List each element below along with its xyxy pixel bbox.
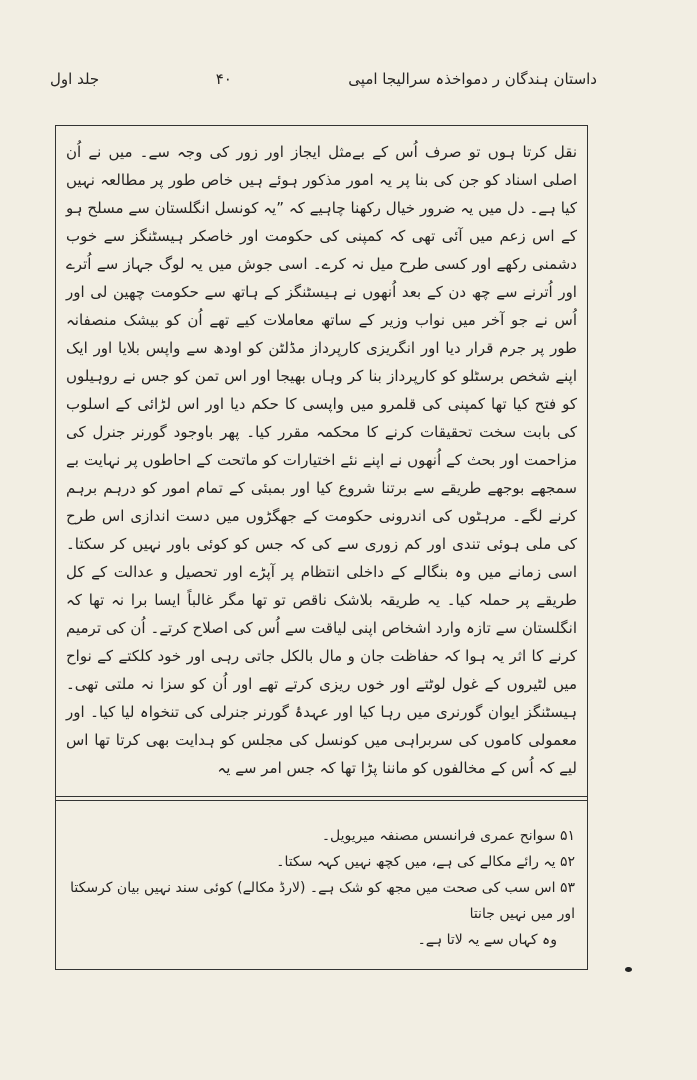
text-line: اور خاصکر ہیسٹنگز سے خوب دشمنی رکھے اور کسی طرح میل نہ کرے۔ اسی جوش میں یہ — [66, 227, 577, 273]
text-line: اپنے نئے اختیارات کو ماتحت کے احاطوں پر نہایت بے سمجھے بوجھے طریقے سے برتنا — [66, 451, 577, 497]
page-header — [50, 70, 597, 88]
text-line: فتح کیا تھا کمپنی کی قلمرو میں واپسی کا حکم دیا اور اس لڑائی کے اسلوب کی بابت سخت — [66, 395, 577, 441]
text-line: حکومت چھین لی اور اُس نے جو آخر میں نواب وزیر کے ساتھ معاملات کیے تھے اُن کو — [66, 283, 577, 329]
footnote: ۵۱ سوانح عمری فرانسس مصنفہ میریویل۔ — [321, 828, 575, 844]
footnote-continuation: وہ کہاں سے یہ لاتا ہے۔ — [417, 932, 557, 948]
text-line: جھگڑوں میں دست اندازی اس طرح کی ملی ہوئی تندی اور کم زوری سے کی کہ جس کو کوئی — [66, 507, 577, 553]
text-line: باور نہیں کر سکتا۔ اسی زمانے میں وہ بنگالے کے داخلی انتظام پر آپڑے اور تحصیل — [66, 535, 577, 581]
running-title: داستان ہندگان ر دمواخذہ سرالیجا امپی — [348, 70, 597, 88]
text-line: و عدالت کے کل طریقے پر حملہ کیا۔ یہ طریقہ بلاشک ناقص تو تھا مگر غالباً ایسا برا نہ تھا کہ — [66, 563, 577, 609]
volume-label: جلد اول — [50, 70, 100, 88]
text-line: جن کی بنا پر یہ امور مذکور ہوئے ہیں خاص طور پر مطالعہ نہیں کیا ہے۔ دل میں یہ ضرور خیال — [66, 171, 577, 217]
footnote: ۵۲ یہ رائے مکالے کی ہے، میں کچھ نہیں کہہ سکتا۔ — [276, 854, 575, 870]
text-line: کرنے کا اثر یہ ہوا کہ حفاظت جان و مال بالکل جاتی رہی اور خود کلکتے کے نواح میں لٹیروں — [66, 647, 577, 693]
text-line: بیشک منصفانہ طور پر جرم قرار دیا اور انگریزی کارپرداز مڈلٹن کو اودھ سے واپس بلایا — [66, 311, 577, 357]
main-text — [56, 126, 587, 796]
ink-speck — [625, 967, 632, 972]
text-line: انگلستان سے تازہ وارد اشخاص اپنی لیاقت سے اُس کی اصلاح کرتے۔ اُن کی ترمیم — [66, 619, 577, 637]
text-line: رکھنا چاہیے کہ ”یہ کونسل انگلستان سے مسلح ہو کے اس زعم میں آئی تھی کہ کمپنی کی حکومت — [66, 199, 577, 245]
text-line: لوگ جہاز سے اُترے اور اُترنے سے چھ دن کے بعد اُنھوں نے ہیسٹنگز کے ہاتھ سے — [66, 255, 577, 301]
text-line: اور ایک اپنے شخص برسٹلو کو کارپرداز بنا کر وہاں بھیجا اور اس تمن کو جس نے روہیلوں کو — [66, 339, 577, 413]
page-number: ۴۰ — [215, 70, 232, 88]
text-frame — [55, 125, 588, 970]
footnote: ۵۳ اس سب کی صحت میں مجھ کو شک ہے۔ (لارڈ مکالے) کوئی سند نہیں بیان کرسکتا اور میں نہیں جانتا — [70, 880, 575, 922]
footnotes — [56, 801, 587, 969]
text-line: کے غول لوٹتے اور خوں ریزی کرتے تھے اور اُن کو سزا نہ ملتی تھی۔ ہیسٹنگز ایوان گورنری — [66, 675, 577, 721]
text-line: مجلس کو ہدایت بھی کرتا تھا اس لیے کہ اُس کے مخالفوں کو ماننا پڑا تھا کہ جس امر سے یہ — [66, 731, 577, 777]
text-line: تحقیقات کرنے کا محکمہ مقرر کیا۔ پھر باوجود گورنر جنرل کی مزاحمت اور بحث کے اُنھوں نے — [66, 423, 577, 469]
text-line: شروع کیا اور بمبئی کے تمام امور کو درہم برہم کرنے لگے۔ مرہٹوں کی اندرونی حکومت کے — [66, 479, 577, 525]
text-line: نقل کرتا ہوں تو صرف اُس کے بےمثل ایجاز اور زور کی وجہ سے۔ میں نے اُن اصلی اسناد کو — [66, 143, 577, 189]
text-line: میں رہا کیا اور عہدۂ گورنر جنرلی کی تنخواہ لیا کیا۔ اور معمولی کاموں کی سربراہی میں کونسل کی — [66, 703, 577, 749]
